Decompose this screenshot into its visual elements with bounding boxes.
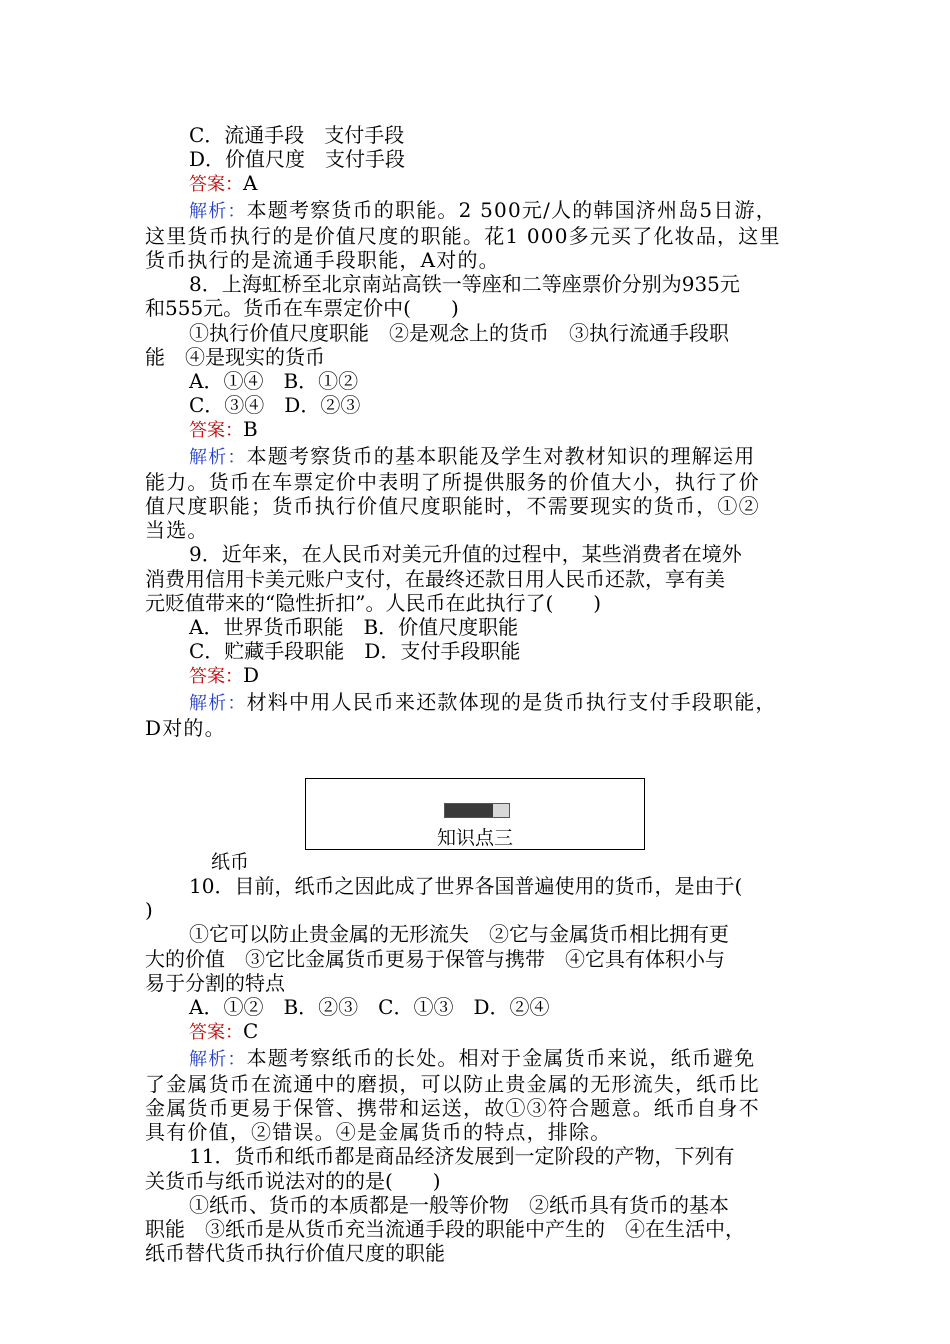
- line-text: 具有价值，②错误。④是金属货币的特点，排除。: [145, 1120, 612, 1145]
- text-line: [145, 1072, 813, 1096]
- line-text: ①执行价值尺度职能 ②是观念上的货币 ③执行流通手段职: [189, 320, 729, 345]
- text-line: [145, 898, 813, 922]
- line-text: 元贬值带来的“隐性折扣”。人民币在此执行了( ): [145, 590, 602, 615]
- text-line: [145, 272, 813, 296]
- answer-line: [145, 417, 813, 443]
- knowledge-point-title: 知识点三: [436, 827, 513, 850]
- answer-label: 答案：: [189, 420, 243, 442]
- line-text: 本题考察纸币的长处。相对于金属货币来说，纸币避免: [246, 1045, 756, 1070]
- text-line: [145, 224, 813, 248]
- line-text: 材料中用人民币来还款体现的是货币执行支付手段职能，: [246, 689, 777, 714]
- line-text: D: [243, 663, 260, 688]
- text-line: [145, 393, 813, 417]
- knowledge-point-box: [305, 778, 645, 850]
- text-line: [145, 494, 813, 518]
- analysis-line: [145, 444, 813, 470]
- line-text: ): [145, 898, 153, 923]
- document-page: [145, 123, 813, 1265]
- text-line: [145, 1241, 813, 1265]
- question-block-paper-money: [145, 874, 813, 1265]
- line-text: A．①② B．②③ C．①③ D．②④: [189, 995, 550, 1020]
- line-text: 8．上海虹桥至北京南站高铁一等座和二等座票价分别为935元: [189, 272, 740, 297]
- line-text: 纸币替代货币执行价值尺度的职能: [145, 1241, 445, 1266]
- answer-line: [145, 663, 813, 689]
- text-line: [145, 922, 813, 946]
- line-text: C．贮藏手段职能 D．支付手段职能: [189, 639, 521, 664]
- text-line: [145, 615, 813, 639]
- text-line: [145, 995, 813, 1019]
- line-text: 10．目前，纸币之因此成了世界各国普遍使用的货币，是由于(: [189, 874, 743, 899]
- analysis-label: 解析：: [189, 446, 247, 468]
- line-text: 消费用信用卡美元账户支付，在最终还款日用人民币还款，享有美: [145, 566, 725, 591]
- answer-label: 答案：: [189, 1022, 243, 1044]
- text-line: [145, 947, 813, 971]
- line-text: A．①④ B．①②: [189, 369, 359, 394]
- line-text: 金属货币更易于保管、携带和运送，故①③符合题意。纸币自身不: [145, 1095, 760, 1120]
- analysis-line: [145, 690, 813, 716]
- line-text: A．世界货币职能 B．价值尺度职能: [189, 615, 519, 640]
- analysis-label: 解析：: [189, 1048, 247, 1070]
- line-text: C: [243, 1019, 259, 1044]
- text-line: [145, 591, 813, 615]
- analysis-label: 解析：: [189, 692, 247, 714]
- text-line: [145, 147, 813, 171]
- question-block-money-functions: [145, 123, 813, 740]
- line-text: 了金属货币在流通中的磨损，可以防止贵金属的无形流失，纸币比: [145, 1071, 760, 1096]
- text-line: [145, 1144, 813, 1168]
- line-text: 易于分割的特点: [145, 970, 285, 995]
- analysis-line: [145, 198, 813, 224]
- section-heading: 纸币: [211, 851, 250, 874]
- line-text: 9．近年来，在人民币对美元升值的过程中，某些消费者在境外: [189, 542, 742, 567]
- text-line: [145, 1096, 813, 1120]
- text-line: [145, 123, 813, 147]
- line-text: A: [243, 171, 258, 196]
- text-line: [145, 567, 813, 591]
- line-text: D对的。: [145, 715, 226, 740]
- text-line: [145, 470, 813, 494]
- line-text: 关货币与纸币说法对的的是( ): [145, 1168, 441, 1193]
- line-text: 能 ④是现实的货币: [145, 344, 325, 369]
- text-line: [145, 248, 813, 272]
- text-line: [145, 874, 813, 898]
- text-line: [145, 1193, 813, 1217]
- text-line: [145, 1217, 813, 1241]
- text-line: [145, 296, 813, 320]
- text-line: [145, 345, 813, 369]
- text-line: [145, 1169, 813, 1193]
- text-line: [145, 971, 813, 995]
- text-line: [145, 518, 813, 542]
- knowledge-bar-icon: [444, 803, 510, 818]
- line-text: 和555元。货币在车票定价中( ): [145, 296, 459, 321]
- line-text: 本题考察货币的职能。2 500元/人的韩国济州岛5日游，: [246, 197, 777, 222]
- answer-label: 答案：: [189, 666, 243, 688]
- line-text: C．流通手段 支付手段: [189, 123, 405, 147]
- text-line: [145, 542, 813, 566]
- analysis-line: [145, 1046, 813, 1072]
- line-text: 当选。: [145, 518, 209, 543]
- line-text: B: [243, 417, 258, 442]
- line-text: C．③④ D．②③: [189, 393, 361, 418]
- line-text: 本题考察货币的基本职能及学生对教材知识的理解运用: [246, 443, 756, 468]
- text-line: [145, 1120, 813, 1144]
- line-text: 11．货币和纸币都是商品经济发展到一定阶段的产物，下列有: [189, 1144, 735, 1169]
- answer-line: [145, 171, 813, 197]
- analysis-label: 解析：: [189, 200, 247, 222]
- answer-line: [145, 1019, 813, 1045]
- line-text: ①它可以防止贵金属的无形流失 ②它与金属货币相比拥有更: [189, 922, 729, 947]
- line-text: 能力。货币在车票定价中表明了所提供服务的价值大小，执行了价: [145, 469, 760, 494]
- text-line: [145, 716, 813, 740]
- line-text: 大的价值 ③它比金属货币更易于保管与携带 ④它具有体积小与: [145, 946, 725, 971]
- text-line: [145, 369, 813, 393]
- line-text: 货币执行的是流通手段职能，A对的。: [145, 248, 500, 273]
- text-line: [145, 639, 813, 663]
- line-text: ①纸币、货币的本质都是一般等价物 ②纸币具有货币的基本: [189, 1192, 729, 1217]
- line-text: D．价值尺度 支付手段: [189, 147, 406, 172]
- answer-label: 答案：: [189, 174, 243, 196]
- line-text: 值尺度职能；货币执行价值尺度职能时，不需要现实的货币，①②: [145, 494, 760, 519]
- line-text: 这里货币执行的是价值尺度的职能。花1 000多元买了化妆品，这里: [145, 223, 781, 248]
- line-text: 职能 ③纸币是从货币充当流通手段的职能中产生的 ④在生活中，: [145, 1216, 745, 1241]
- text-line: [145, 321, 813, 345]
